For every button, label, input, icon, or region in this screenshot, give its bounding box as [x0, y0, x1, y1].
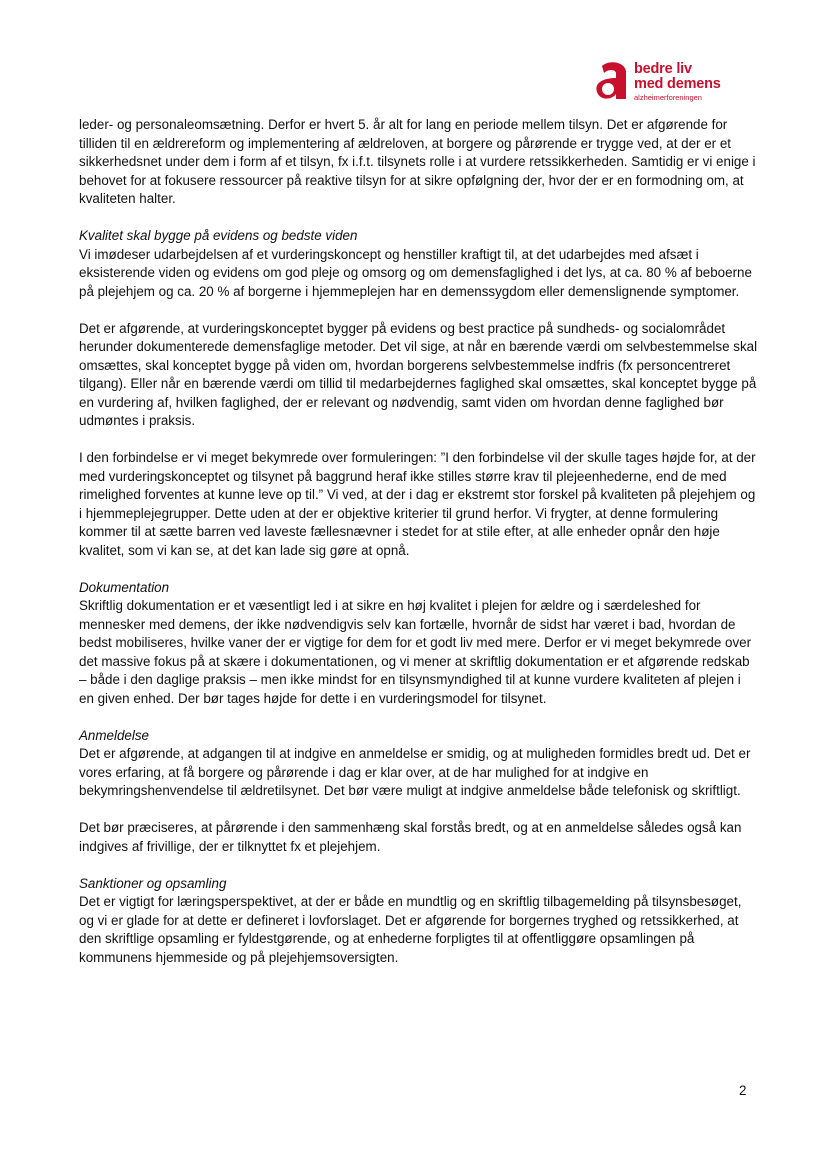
section-heading: Sanktioner og opsamling [79, 875, 227, 891]
paragraph-text: Det bør præciseres, at pårørende i den sammenhæng skal forstås bredt, og at en anmeldelse således også kan indgives af frivillige, der er tilknyttet fx et plejehjem. [79, 820, 742, 854]
paragraph-text: Skriftlig dokumentation er et væsentligt led i at sikre en høj kvalitet i plejen for ældre og i særdeleshed for mennesker med demens, der ikke nødvendigvis selv kan fortælle, hvornår de sidst har været i bad, hvordan de bedst mobiliseres, hvilke vaner der er vigtige for dem for et godt liv med mere. Derfor er vi meget bekymrede over det massive fokus på at skære i dokumentationen, og vi mener at skriftlig dokumentation er et afgørende redskab – både i den daglige praksis – men ikke mindst for en tilsynsmyndighed til at kunne vurdere kvaliteten af plejen i en given enhed. Der bør tages højde for dette i en vurderingsmodel for tilsynet. [79, 598, 752, 706]
paragraph-text: Det er vigtigt for læringsperspektivet, at der er både en mundtlig og en skriftlig tilbagemelding på tilsynsbesøget, og vi er glade for at dette er defineret i lovforslaget. Det er afgørende for borgernes tryghed og retssikkerhed, at den skriftlige opsamling er fyldestgørende, og at enhederne forpligtes til at offentliggøre opsamlingen på kommunens hjemmeside og på plejehjemsoversigten. [79, 894, 742, 965]
paragraph [79, 875, 759, 968]
logo-line-2: med demens [634, 76, 721, 92]
stylized-a-logo-icon [594, 61, 630, 101]
paragraph [79, 320, 759, 431]
logo-line-1: bedre liv [634, 61, 692, 77]
paragraph-text: Det er afgørende, at vurderingskonceptet bygger på evidens og best practice på sundheds- og socialområdet herunder dokumenterede demensfaglige metoder. Det vil sige, at når en bærende værdi om selvbestemmelse skal omsættes, skal konceptet bygge på viden om, hvordan borgerens selvbestemmelse indfris (fx personcentreret tilgang). Eller når en bærende værdi om tillid til medarbejdernes faglighed skal omsættes, skal konceptet bygge på en vurdering af, hvilken faglighed, der er relevant og nødvendig, samt viden om hvordan denne faglighed bør udmøntes i praksis. [79, 320, 758, 428]
paragraph [79, 579, 759, 709]
section-heading: Kvalitet skal bygge på evidens og bedste viden [79, 228, 358, 243]
paragraph-text: leder- og personaleomsætning. Derfor er hvert 5. år alt for lang en periode mellem tilsyn. Det er afgørende for tilliden til en ældrereform og implementering af ældreloven, at borgere og pårørende er trygge ved, at der er et sikkerhedsnet under dem i form af et tilsyn, fx i.f.t. tilsynets rolle i at vurdere retssikkerheden. Samtidig er vi enige i behovet for at fokusere ressourcer på reaktive tilsyn for at sikre opfølgning der, hvor der er en formodning om, at kvaliteten halter. [79, 117, 756, 206]
section-heading: Dokumentation [79, 579, 170, 595]
paragraph [79, 116, 759, 209]
paragraph-text: I den forbindelse er vi meget bekymrede over formuleringen: ”I den forbindelse vil der skulle tages højde for, at der med vurderingskonceptet og tilsynet på baggrund heraf ikke stilles større krav til plejeenhederne, end de med rimelighed forventes at kunne leve op til.” Vi ved, at der i dag er ekstremt stor forskel på kvaliteten på plejehjem og i hjemmeplejegrupper. Dette uden at der er objektive kriterier til grund herfor. Vi frygter, at denne formulering kommer til at sætte barren ved laveste fællesnævner i stedet for at stile efter, at alle enheder opnår den høje kvalitet, som vi kan se, at det kan lade sig gøre at opnå. [79, 450, 756, 558]
organization-logo [594, 60, 744, 104]
paragraph [79, 727, 759, 801]
paragraph-text: Vi imødeser udarbejdelsen af et vurderingskoncept og henstiller kraftigt til, at det udarbejdes med afsæt i eksisterende viden og evidens om god pleje og omsorg og om demensfaglighed i det lys, at ca. 80 % af beboerne på plejehjem og ca. 20 % af borgerne i hjemmeplejen har en demenssygdom eller demenslignende symptomer. [79, 246, 752, 299]
paragraph [79, 227, 759, 301]
paragraph [79, 449, 759, 560]
document-body [79, 116, 759, 986]
section-heading: Anmeldelse [79, 727, 149, 743]
logo-line-3: alzheimerforeningen [634, 93, 702, 102]
paragraph-text: Det er afgørende, at adgangen til at indgive en anmeldelse er smidig, og at muligheden formidles bredt ud. Det er vores erfaring, at få borgere og pårørende i dag er klar over, at de har mulighed for at indgive en bekymringshenvendelse til ældretilsynet. Det bør være muligt at indgive anmeldelse både telefonisk og skriftligt. [79, 746, 751, 798]
paragraph [79, 819, 759, 856]
page-number: 2 [739, 1083, 747, 1098]
